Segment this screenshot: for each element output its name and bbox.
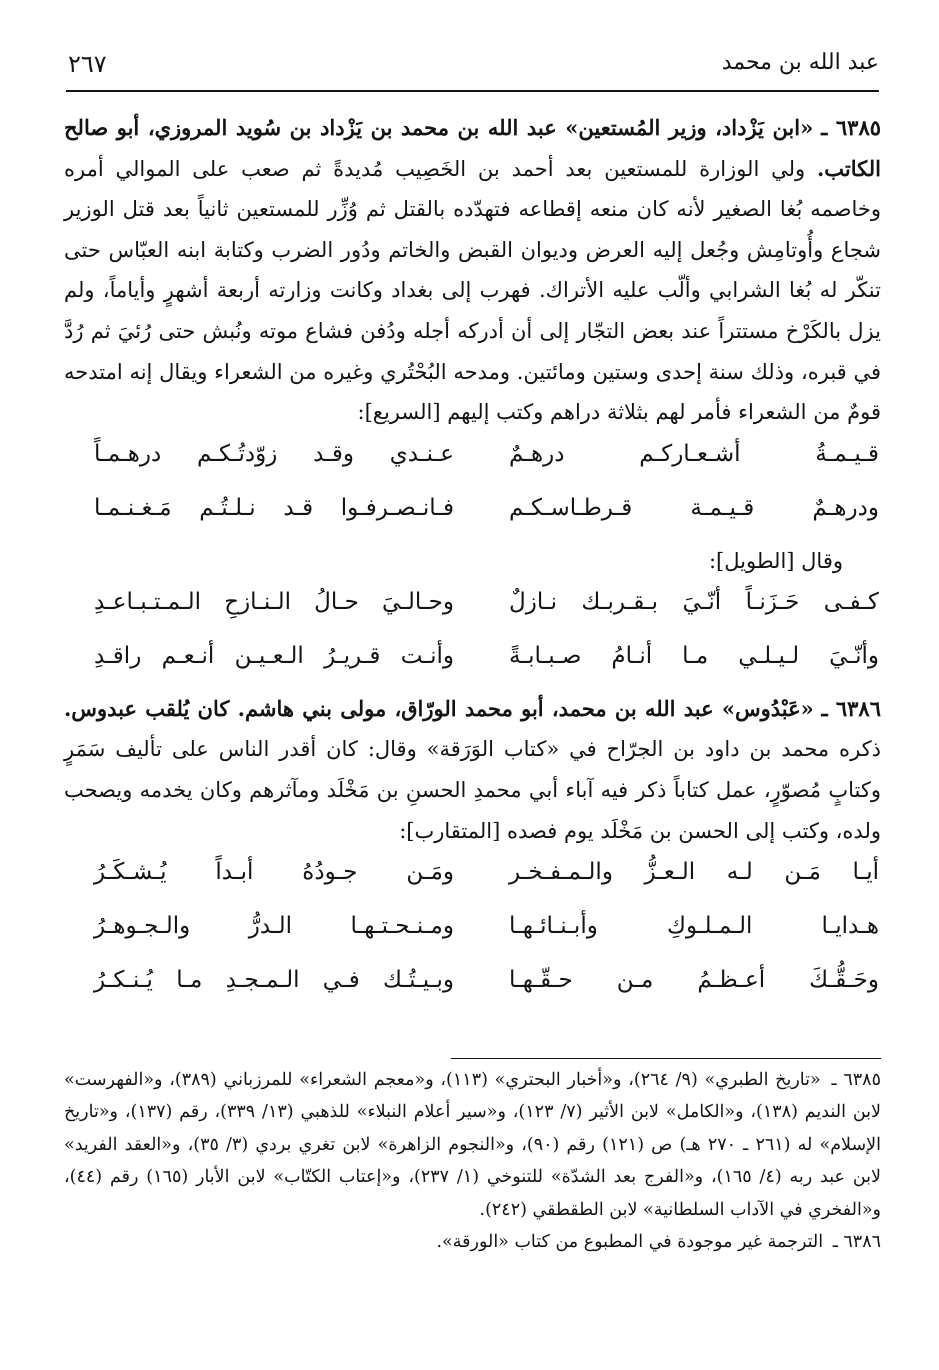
verse-line: [64, 487, 881, 541]
verse-line: [64, 851, 881, 905]
second-hemistich: عـنـدي وقـد زوّدتُـكـم درهـمـاً: [94, 440, 454, 467]
first-hemistich: هـدايـا الـمـلـوكِ وأبـنـائـهـا: [509, 913, 879, 940]
entry-number: ٦٣٨٦ ـ: [821, 695, 881, 721]
second-hemistich: وأنـت قـريـرُ الـعـيـن أنـعـم راقـدِ: [94, 642, 454, 669]
footnote-text: الترجمة غير موجودة في المطبوع من كتاب «الورقة».: [436, 1232, 824, 1253]
entry-text: ذكره محمد بن داود بن الجرّاح في «كتاب الوَرَقة» وقال: كان أقدر الناس على تأليف سَمَرٍ وكتابٍ مُصوّرٍ، عمل كتاباً ذكر فيه آباء أبي محمدِ الحسنِ بن مَخْلَد ومآثرهم وكان يخدمه ويصحب ولده، وكتب إلى الحسن بن مَخْلَد يوم فصده [المتقارب]:: [64, 737, 881, 843]
second-hemistich: وبـيـتُـك فـي الـمـجـدِ مـا يُـنـكـرُ: [94, 967, 454, 994]
first-hemistich: وأنّـيَ لـيـلـي مـا أنـامُ صـبـابـةً: [509, 642, 879, 669]
poem-mutaqarib: [64, 851, 881, 1013]
page-header: [68, 46, 879, 82]
entry-number: ٦٣٨٥ ـ: [821, 115, 882, 140]
footnote-number: ٦٣٨٥ ـ: [831, 1070, 881, 1090]
second-hemistich: وحـالـيَ حـالُ الـنـازحِ الـمـتـبـاعـدِ: [94, 588, 454, 615]
entry-6385: [64, 108, 881, 433]
footnote-text: «تاريخ الطبري» (٩/ ٢٦٤)، و«أخبار البحتري» (١١٣)، و«معجم الشعراء» للمرزباني (٣٨٩)، و«الفهرست» لابن النديم (١٣٨)، و«الكامل» لابن الأثير (٧/ ١٢٣)، و«سير أعلام النبلاء» للذهبي (١٣/ ٣٣٩)، رقم (١٣٧)، و«تاريخ الإسلام» له (٢٦١ ـ ٢٧٠ هـ) ص (١٢١) رقم (٩٠)، و«النجوم الزاهرة» لابن تغري بردي (٣/ ٣٥)، و«العقد الفريد» لابن عبد ربه (٤/ ١٦٥)، و«الفرج بعد الشدّة» للتنوخي (١/ ٢٣٧)، و«إعتاب الكتّاب» لابن الأبار (١٦٥) رقم (٤٤)، و«الفخري في الآداب السلطانية» لابن الطقطقي (٢٤٢).: [64, 1070, 882, 1220]
first-hemistich: وحَـقُّـكَ أعـظـمُ مـن حـقّـهـا: [509, 967, 879, 994]
second-hemistich: ومـنـحـتـهـا الـدرُّ والـجـوهـرُ: [94, 913, 454, 940]
footnote-rule: [451, 1058, 881, 1059]
first-hemistich: ودرهـمٌ قـيـمـة قـرطـاسـكـم: [509, 494, 879, 521]
page-number: ٢٦٧: [68, 50, 107, 78]
footnote: [64, 1064, 881, 1226]
running-title: عبد الله بن محمد: [721, 50, 879, 75]
verse-line: [64, 433, 881, 487]
entry-heading: «عَبْدُوس» عبد الله بن محمد، أبو محمد الورّاق، مولى بني هاشم. كان يُلقب عبدوس.: [64, 695, 814, 721]
first-hemistich: قـيـمـةُ أشـعـاركـم درهـمٌ: [509, 440, 879, 467]
meter-label: وقال [الطويل]:: [708, 548, 843, 573]
first-hemistich: أيـا مَـن لـه الـعـزُّ والـمـفـخـر: [509, 859, 879, 886]
entry-text: ولي الوزارة للمستعين بعد أحمد بن الخَصِيب مُديدةً ثم صعب على الموالي أمره وخاصمه بُغا الصغير لأنه كان منعه إقطاعه فتهدّده بالقتل ثم وُزِّر للمستعين ثانياً بعد قتل الوزير شجاع وأُوتامِش وجُعل إليه العرض وديوان القبض والخاتم ودُور الضرب وكتابة ابنه العبّاس حتى تنكّر له بُغا الشرابي وألّب عليه الأتراك. فهرب إلى بغداد وكانت وزارته أربعة أشهرٍ وأياماً، ولم يزل بالكَرْخ مستتراً عند بعض التجّار إلى أن أدركه أجله ودُفن فشاع موته ونُبش حتى رُئيَ ثم رُدَّ في قبره، وذلك سنة إحدى وستين ومائتين. ومدحه البُحْتُري وغيره من الشعراء ويقال إنه امتدحه قومٌ من الشعراء فأمر لهم بثلاثة دراهم وكتب إليهم [السريع]:: [64, 156, 881, 425]
verse-line: [64, 959, 881, 1013]
verse-line: [64, 905, 881, 959]
footnote: [64, 1226, 881, 1258]
footnotes: [64, 1064, 881, 1258]
entry-6386: [64, 689, 881, 851]
first-hemistich: كـفـى حَـزَنـاً أنّـيَ بـقـربـك نـازلٌ: [509, 588, 879, 615]
verse-line: [64, 635, 881, 689]
second-hemistich: ومَـن جـودُهُ أبـداً يُـشـكَـرُ: [94, 859, 454, 886]
second-hemistich: فـانـصـرفـوا قـد نـلـتُـم مَـغـنـمـا: [94, 494, 454, 521]
entry-heading: «ابن يَزْداد، وزير المُستعين» عبد الله بن محمد بن يَزْداد بن سُويد المروزي، أبو صالح الكاتب.: [64, 115, 881, 181]
main-text: [64, 108, 881, 1013]
verse-line: [64, 581, 881, 635]
poem-taweel: [64, 581, 881, 689]
header-rule: [66, 90, 879, 92]
poem-saree: [64, 433, 881, 541]
footnote-number: ٦٣٨٦ ـ: [832, 1232, 881, 1253]
